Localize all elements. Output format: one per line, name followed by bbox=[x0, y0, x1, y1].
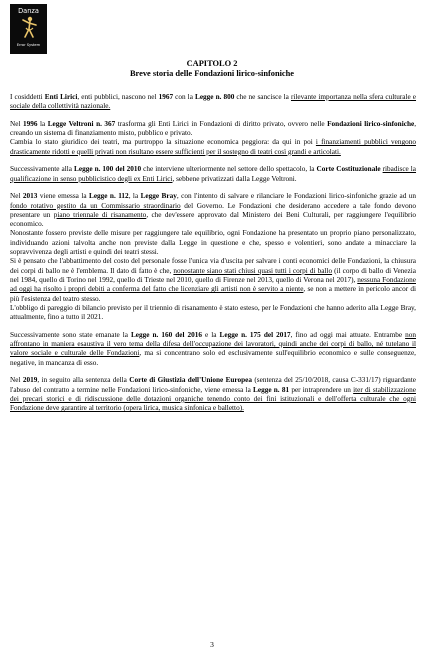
text-run: per intraprendere un bbox=[289, 385, 354, 394]
paragraph bbox=[10, 376, 416, 413]
paragraph bbox=[10, 192, 416, 229]
bold-text: 2019 bbox=[22, 376, 38, 385]
paragraph bbox=[10, 331, 416, 368]
logo-title: Danza bbox=[18, 7, 39, 15]
chapter-number: CAPITOLO 2 bbox=[186, 59, 238, 68]
text-run: (il corpo di ballo di Venezia nel 1984, quello di Torino nel 1992, quello di Trieste nel 2010, quello di Firenze nel 2013, quello di Verona nel 2017), bbox=[10, 266, 416, 284]
underlined-text: iter di stabilizzazione dei precari storici e di ridiscussione delle dotazioni organiche tenendo conto dei fini istituzionali e dell'offerta culturale che ogni Fondazione deve garantire al territorio (opera lirica, musica sinfonica e balletto). bbox=[10, 385, 416, 413]
underlined-text: piano triennale di risanamento bbox=[53, 210, 147, 219]
bold-text: Corte di Giustizia dell'Unione Europea bbox=[129, 376, 253, 385]
text-run: L'obbligo di pareggio di bilancio previsto per il triennio di risanamento è stato esteso, per le Fondazioni che hanno aderito alla Legge Bray, attualmente, fino a tutto il 2021. bbox=[10, 303, 416, 322]
underlined-text: rilevante importanza nella sfera culturale e sociale della collettività nazionale. bbox=[10, 93, 417, 111]
text-run: Nonostante fossero previste delle misure per raggiungere tale equilibrio, ogni Fondazione ha presentato un proprio piano personalizzato, individuando azioni talvolta anche non previste dalla Legge in questione e che, spesso e volentieri, sono andate a minacciare la sopravvivenza degli artisti e quindi dei teatri stessi. bbox=[10, 229, 416, 257]
bold-text: Corte Costituzionale bbox=[316, 165, 381, 174]
text-run: , se non a mettere in pericolo ancor di più l'esistenza del teatro stesso. bbox=[10, 285, 416, 303]
text-run: del Governo. Le Fondazioni che desiderano accedere a tale fondo devono presentare un bbox=[10, 201, 416, 219]
bold-text: Legge Bray bbox=[140, 192, 177, 201]
underlined-text: fondo rotativo gestito da un Commissario straordinario bbox=[10, 201, 181, 210]
bold-text: Fondazioni lirico-sinfoniche bbox=[327, 119, 415, 128]
bold-text: 1967 bbox=[158, 93, 174, 101]
bold-text: 2013 bbox=[22, 192, 38, 201]
text-run: Nel bbox=[10, 119, 23, 128]
text-run: che interviene ulteriormente nel settore dello spettacolo, la bbox=[141, 165, 317, 174]
logo-subtitle: Error System bbox=[16, 43, 41, 47]
text-run: , fino ad oggi mai attuate. Entrambe bbox=[290, 330, 406, 339]
bold-text: Legge Veltroni n. 367 bbox=[47, 119, 116, 128]
text-run: Nel bbox=[10, 376, 23, 385]
text-run: , creando un sistema di finanziamento misto, pubblico e privato. bbox=[10, 119, 417, 138]
text-run: la bbox=[37, 119, 48, 128]
text-run: trasforma gli Enti Lirici in Fondazioni di diritto privato, ovvero nelle bbox=[115, 119, 328, 128]
text-run: , la bbox=[128, 192, 141, 201]
text-run: , in seguito alla sentenza della bbox=[37, 376, 130, 385]
chapter-title: Breve storia delle Fondazioni lirico-sinfoniche bbox=[129, 69, 295, 78]
text-run: , ma si concentrano solo ed esclusivamente sull'equilibrio economico e sulle conseguenze, negative, in mancanza di esso. bbox=[10, 349, 416, 367]
bold-text: 1996 bbox=[22, 119, 38, 128]
text-run: Cambia lo stato giuridico dei teatri, ma purtroppo la situazione economica peggiora: da qui in poi bbox=[10, 138, 316, 147]
bold-text: Legge n. 81 bbox=[253, 385, 290, 394]
paragraph bbox=[10, 304, 416, 323]
text-run: Si è pensato che l'abbattimento del costo del personale fosse l'unica via d'uscita per salvare i conti economici delle Fondazioni, la chiusura dei corpi di ballo ne è l'emblema. Il dato di fatto è che, bbox=[10, 257, 416, 275]
paragraph bbox=[10, 93, 416, 112]
text-run: , che dev'essere approvato dal Ministero dei Beni Culturali, per raggiungere l'equilibrio economico. bbox=[10, 210, 416, 229]
paragraph bbox=[10, 257, 416, 303]
bold-text: Legge n. 800 bbox=[194, 93, 235, 101]
text-run: e la bbox=[202, 330, 220, 339]
text-run: I cosiddetti bbox=[10, 93, 45, 101]
text-run: Successivamente alla bbox=[10, 165, 75, 174]
bold-text: Legge n. 100 del 2010 bbox=[74, 165, 142, 174]
text-run: con la bbox=[173, 93, 195, 101]
text-run: , enti pubblici, nascono nel bbox=[77, 93, 159, 101]
paragraph bbox=[10, 165, 416, 184]
underlined-text: nessuna Fondazione ad oggi ha risolto i propri debiti a conferma del fatto che licenziare gli artisti non è servito a niente bbox=[10, 275, 416, 294]
text-run: viene emessa la bbox=[37, 192, 89, 201]
text-run: che ne sancisce la bbox=[234, 93, 291, 101]
underlined-text: non affrontano in maniera esaustiva il vero tema della difesa dell'occupazione dei lavoratori, quindi anche dei corpi di ballo, né tutelano il valore sociale e culturale delle Fondazioni bbox=[10, 330, 416, 358]
paragraph bbox=[10, 229, 416, 257]
text-run: Nel bbox=[10, 192, 23, 201]
bold-text: Legge n. 160 del 2016 bbox=[130, 330, 203, 339]
bold-text: Legge n. 112 bbox=[88, 192, 129, 201]
danza-logo bbox=[10, 4, 47, 54]
text-run: Successivamente sono state emanate la bbox=[10, 330, 131, 339]
paragraph bbox=[10, 120, 416, 139]
underlined-text: i finanziamenti pubblici vengono drasticamente ridotti e quelli privati non risultano essere sufficienti per il sostegno di teatri così grandi e articolati. bbox=[10, 138, 416, 156]
underlined-text: nonostante siano stati chiusi quasi tutti i corpi di ballo bbox=[173, 266, 333, 275]
bold-text: Legge n. 175 del 2017 bbox=[219, 330, 291, 339]
page-number: 3 bbox=[210, 640, 214, 649]
dancer-icon bbox=[18, 15, 40, 43]
paragraph bbox=[10, 138, 416, 157]
text-run: (sentenza del 25/10/2018, causa C-331/17) riguardante l'abuso del contratto a termine nelle Fondazioni lirico-sinfoniche, viene emessa la bbox=[10, 376, 417, 394]
text-run: , sebbene privatizzati dalla Legge Veltroni. bbox=[172, 174, 297, 183]
bold-text: Enti Lirici bbox=[44, 93, 78, 101]
body-text bbox=[10, 93, 416, 413]
underlined-text: ribadisce la qualificazione in senso pubblicistico degli ex Enti Lirici bbox=[10, 165, 417, 183]
text-run: , con l'intento di salvare e rilanciare le Fondazioni lirico-sinfoniche grazie ad un bbox=[176, 192, 417, 201]
